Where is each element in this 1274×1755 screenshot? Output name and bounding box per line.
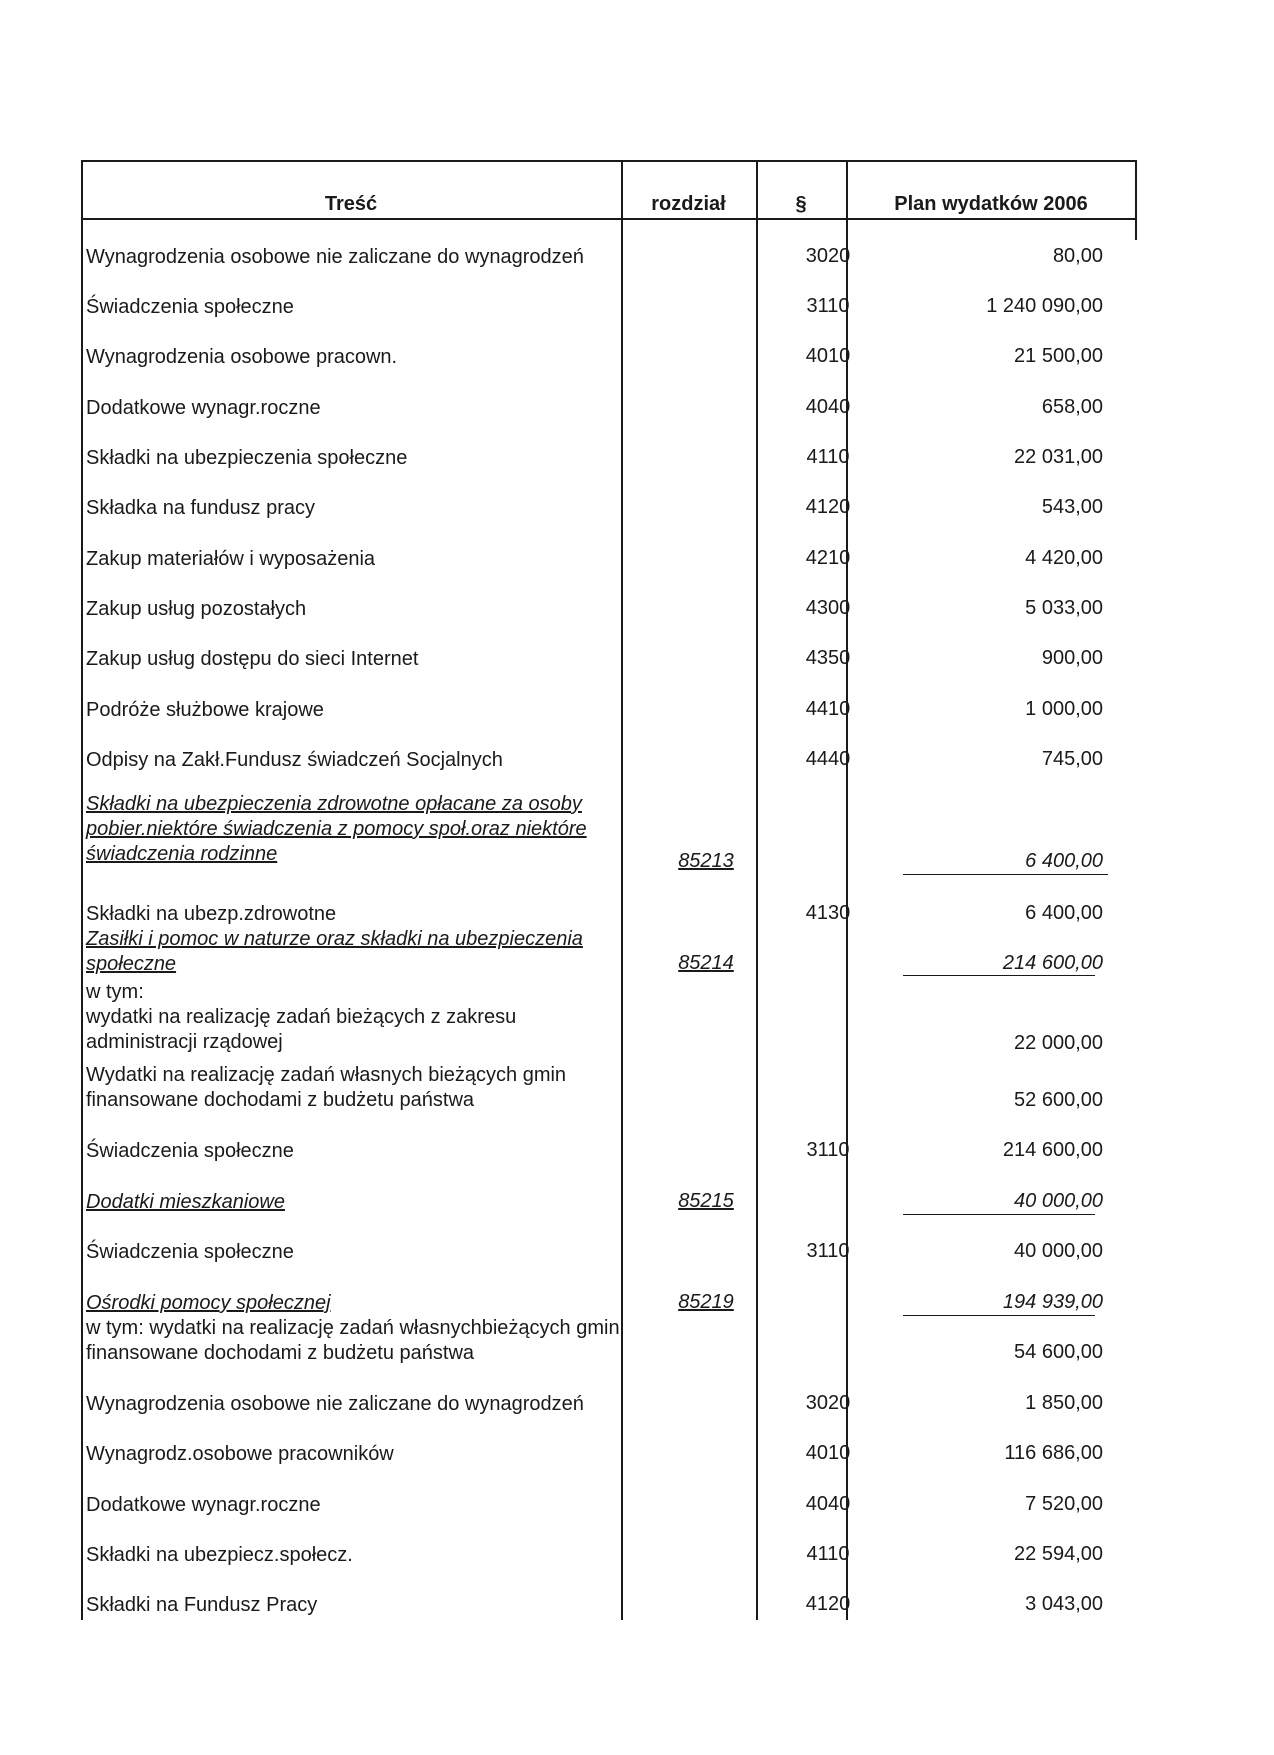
- section-amount: 6 400,00: [1025, 850, 1103, 872]
- row-paragraf: 4130: [805, 902, 851, 924]
- row-amount: 214 600,00: [1002, 1139, 1103, 1161]
- row-desc: Składki na Fundusz Pracy: [86, 1594, 318, 1616]
- row-paragraf: 4440: [805, 748, 851, 770]
- row-desc: Wynagrodzenia osobowe pracown.: [86, 346, 398, 368]
- row-paragraf: 4110: [806, 1543, 850, 1565]
- row-paragraf: 3020: [805, 1392, 851, 1414]
- section-desc: [86, 1190, 641, 1215]
- row-desc: Zakup materiałów i wyposażenia: [86, 548, 376, 570]
- row-desc: Zakup usług dostępu do sieci Internet: [86, 648, 419, 670]
- row-desc: [86, 1316, 656, 1366]
- row-paragraf: 3110: [806, 1139, 850, 1161]
- row-amount: 40 000,00: [1014, 1240, 1103, 1262]
- row-desc: [86, 980, 641, 1055]
- row-paragraf: 3110: [806, 1240, 850, 1262]
- section-desc-line: Dodatki mieszkaniowe: [86, 1191, 285, 1213]
- row-amount: 7 520,00: [1025, 1493, 1103, 1515]
- row-paragraf: 4010: [805, 345, 851, 367]
- section-sum-underline: [903, 975, 1095, 976]
- row-amount: 5 033,00: [1025, 597, 1103, 619]
- row-amount: 658,00: [1041, 396, 1103, 418]
- row-desc: Dodatkowe wynagr.roczne: [86, 1494, 321, 1516]
- row-paragraf: 4300: [805, 597, 851, 619]
- row-amount: 52 600,00: [1014, 1089, 1103, 1111]
- section-rozdzial: 85215: [678, 1190, 734, 1212]
- row-desc: Wynagrodzenia osobowe nie zaliczane do wynagrodzeń: [86, 1393, 584, 1415]
- row-amount: 80,00: [1052, 245, 1103, 267]
- row-paragraf: 4120: [805, 1593, 851, 1615]
- row-amount: 22 031,00: [1014, 446, 1103, 468]
- column-divider-rozdzial: [756, 160, 758, 1620]
- row-desc: Wynagrodz.osobowe pracowników: [86, 1443, 394, 1465]
- header-bottom-border: [81, 218, 1137, 220]
- row-desc-line: administracji rządowej: [86, 1031, 283, 1053]
- header-tresc: Treść: [324, 193, 378, 215]
- section-desc: [86, 1291, 641, 1316]
- row-amount: 54 600,00: [1014, 1341, 1103, 1363]
- row-paragraf: 4040: [805, 396, 851, 418]
- row-paragraf: 4120: [805, 496, 851, 518]
- row-paragraf: 3020: [805, 245, 851, 267]
- row-amount: 1 000,00: [1025, 698, 1103, 720]
- row-desc: Świadczenia społeczne: [86, 1241, 294, 1263]
- table-top-border: [81, 160, 1137, 162]
- row-amount: 21 500,00: [1014, 345, 1103, 367]
- row-amount: 900,00: [1041, 647, 1103, 669]
- row-paragraf: 4040: [805, 1493, 851, 1515]
- row-amount: 745,00: [1041, 748, 1103, 770]
- row-desc: Składki na ubezpieczenia społeczne: [86, 447, 408, 469]
- row-amount: 1 240 090,00: [986, 295, 1103, 317]
- row-desc: Składki na ubezp.zdrowotne: [86, 903, 337, 925]
- section-desc-line: Zasiłki i pomoc w naturze oraz składki na ubezpieczenia: [86, 928, 583, 950]
- row-desc: Odpisy na Zakł.Fundusz świadczeń Socjalnych: [86, 749, 503, 771]
- section-sum-underline: [903, 874, 1108, 875]
- row-amount: 116 686,00: [1004, 1442, 1103, 1464]
- row-desc: Wynagrodzenia osobowe nie zaliczane do wynagrodzeń: [86, 246, 584, 268]
- section-amount: 40 000,00: [1014, 1190, 1103, 1212]
- column-divider-left: [81, 160, 83, 1620]
- row-amount: 1 850,00: [1025, 1392, 1103, 1414]
- header-rozdzial: rozdział: [651, 193, 726, 215]
- section-sum-underline: [903, 1315, 1095, 1316]
- section-sum-underline: [903, 1214, 1095, 1215]
- row-amount: 3 043,00: [1025, 1593, 1103, 1615]
- section-rozdzial: 85219: [678, 1291, 734, 1313]
- row-desc: Dodatkowe wynagr.roczne: [86, 397, 321, 419]
- row-desc: Świadczenia społeczne: [86, 296, 294, 318]
- row-desc: [86, 1063, 641, 1113]
- row-desc-line: finansowane dochodami z budżetu państwa: [86, 1342, 475, 1364]
- section-desc-line: świadczenia rodzinne: [86, 843, 278, 865]
- row-desc: Składka na fundusz pracy: [86, 497, 316, 519]
- row-paragraf: 4410: [805, 698, 851, 720]
- section-rozdzial: 85214: [678, 952, 734, 974]
- row-desc-line: w tym:: [86, 981, 144, 1003]
- row-amount: 4 420,00: [1025, 547, 1103, 569]
- section-rozdzial: 85213: [678, 850, 734, 872]
- row-amount: 22 594,00: [1014, 1543, 1103, 1565]
- row-desc: Podróże służbowe krajowe: [86, 699, 324, 721]
- row-desc: Składki na ubezpiecz.społecz.: [86, 1544, 353, 1566]
- section-desc-line: pobier.niektóre świadczenia z pomocy społ.oraz niektóre: [86, 818, 587, 840]
- row-desc-line: finansowane dochodami z budżetu państwa: [86, 1089, 475, 1111]
- row-desc: Świadczenia społeczne: [86, 1140, 294, 1162]
- row-paragraf: 3110: [806, 295, 850, 317]
- row-desc: Zakup usług pozostałych: [86, 598, 307, 620]
- section-amount: 194 939,00: [1002, 1291, 1103, 1313]
- header-plan-wydatkow: Plan wydatków 2006: [894, 193, 1088, 215]
- row-paragraf: 4350: [805, 647, 851, 669]
- section-desc: [86, 927, 641, 977]
- header-paragraf: §: [795, 193, 807, 215]
- row-paragraf: 4210: [805, 547, 851, 569]
- section-desc-line: Składki na ubezpieczenia zdrowotne opłacane za osoby: [86, 793, 582, 815]
- row-amount: 543,00: [1041, 496, 1103, 518]
- row-amount: 6 400,00: [1025, 902, 1103, 924]
- row-paragraf: 4010: [805, 1442, 851, 1464]
- row-paragraf: 4110: [806, 446, 850, 468]
- row-desc-line: w tym: wydatki na realizację zadań własnychbieżących gmin: [86, 1317, 620, 1339]
- row-desc-line: Wydatki na realizację zadań własnych bieżących gmin: [86, 1064, 567, 1086]
- row-amount: 22 000,00: [1014, 1032, 1103, 1054]
- row-desc-line: wydatki na realizację zadań bieżących z zakresu: [86, 1006, 517, 1028]
- section-desc: [86, 792, 641, 867]
- section-desc-line: społeczne: [86, 953, 177, 975]
- budget-table: [81, 160, 1137, 1620]
- section-desc-line: Ośrodki pomocy społecznej: [86, 1292, 331, 1314]
- section-amount: 214 600,00: [1002, 952, 1103, 974]
